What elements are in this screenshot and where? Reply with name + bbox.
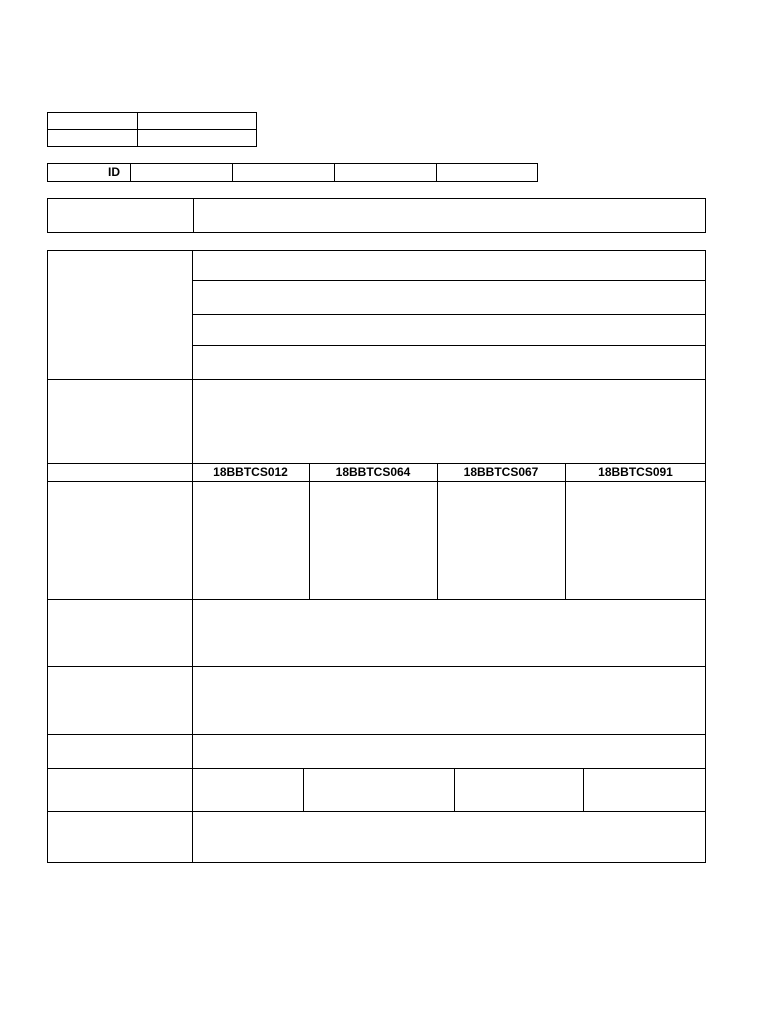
- main-table-border: [47, 250, 706, 863]
- row-divider-811: [47, 811, 706, 812]
- title-row-divider: [193, 198, 194, 233]
- id-row-divider-3: [334, 163, 335, 182]
- title-row-border: [47, 198, 706, 233]
- row-divider-599: [47, 599, 706, 600]
- id-row-border: [47, 163, 538, 182]
- bottom-row-divider-1: [303, 768, 304, 811]
- row-divider-768: [47, 768, 706, 769]
- row-divider-379: [47, 379, 706, 380]
- student-id-4: 18BBTCS091: [598, 465, 673, 479]
- id-row-divider-2: [232, 163, 233, 182]
- block1-subrow-1: [192, 280, 706, 281]
- student-col-divider-3: [565, 463, 566, 599]
- bottom-row-divider-3: [583, 768, 584, 811]
- header-table-divider: [47, 129, 257, 130]
- row-divider-666: [47, 666, 706, 667]
- student-id-2: 18BBTCS064: [335, 465, 411, 479]
- student-id-3: 18BBTCS067: [463, 465, 539, 479]
- id-row-divider-4: [436, 163, 437, 182]
- student-col-divider-2: [437, 463, 438, 599]
- id-row-divider-1: [130, 163, 131, 182]
- header-table-col-divider: [137, 112, 138, 147]
- bottom-row-divider-2: [454, 768, 455, 811]
- row-divider-734: [47, 734, 706, 735]
- student-col-divider-1: [309, 463, 310, 599]
- main-label-col-divider: [192, 250, 193, 863]
- row-divider-481: [47, 481, 706, 482]
- student-id-1: 18BBTCS012: [213, 465, 288, 479]
- block1-subrow-3: [192, 345, 706, 346]
- id-label: ID: [108, 165, 120, 179]
- block1-subrow-2: [192, 314, 706, 315]
